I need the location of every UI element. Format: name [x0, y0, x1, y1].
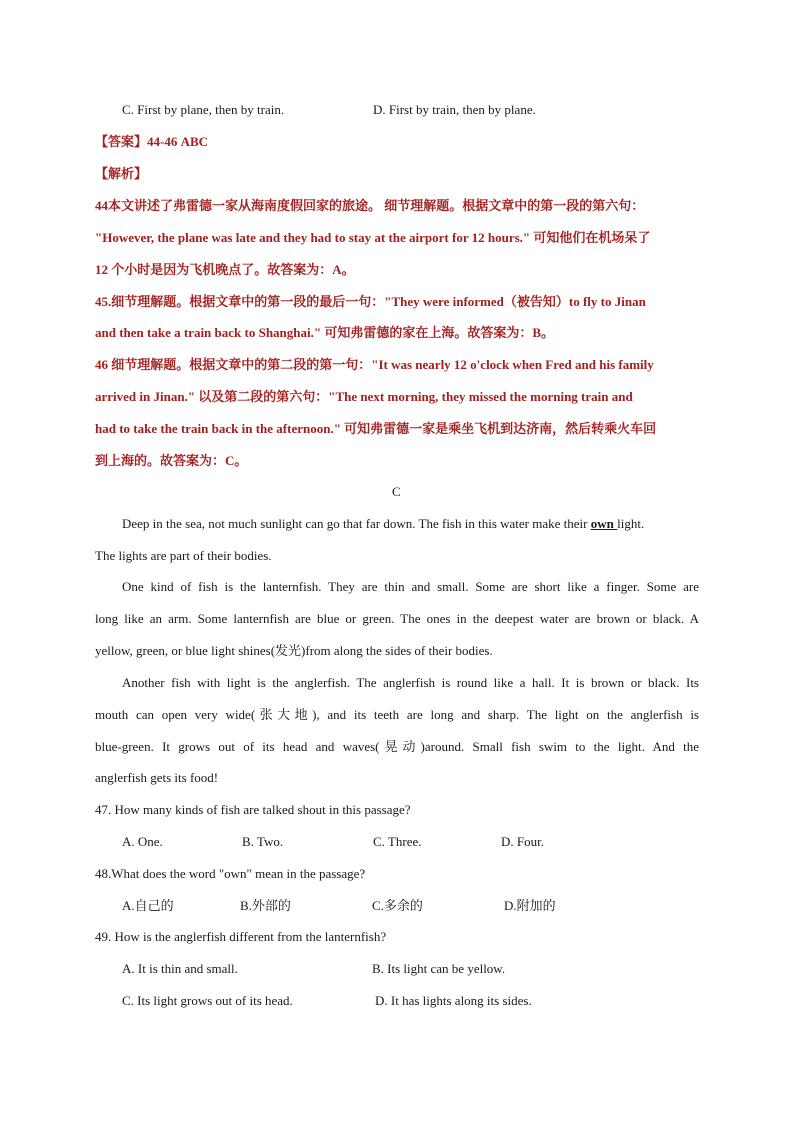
analysis-line: 46 细节理解题。根据文章中的第二段的第一句："It was nearly 12 o'clock when Fred and his family — [95, 357, 654, 372]
question-47-option-d: D. Four. — [501, 834, 544, 849]
passage-line: anglerfish gets its food! — [95, 770, 219, 785]
passage-line: One kind of fish is the lanternfish. They are thin and small. Some are short like a finger. Some are — [122, 579, 699, 594]
analysis-line: 44本文讲述了弗雷德一家从海南度假回家的旅途。 细节理解题。根据文章中的第一段的第六句： — [95, 198, 645, 213]
passage-text: Deep in the sea, not much sunlight can go that far down. The fish in this water make their — [122, 516, 591, 531]
analysis-line: arrived in Jinan." 以及第二段的第六句："The next morning, they missed the morning train and — [95, 389, 633, 404]
question-47-option-c: C. Three. — [373, 834, 422, 849]
question-48-option-a: A.自己的 — [122, 898, 174, 913]
analysis-line: and then take a train back to Shanghai." 可知弗雷德的家在上海。故答案为：B。 — [95, 325, 555, 340]
question-47-option-b: B. Two. — [242, 834, 284, 849]
question-49-option-b: B. Its light can be yellow. — [372, 961, 506, 976]
option-c-q46: C. First by plane, then by train. — [122, 102, 285, 117]
passage-line — [122, 514, 644, 534]
analysis-line: 到上海的。故答案为：C。 — [95, 453, 248, 468]
option-d-q46: D. First by train, then by plane. — [373, 102, 536, 117]
passage-line: mouth can open very wide(张大地), and its teeth are long and sharp. The light on the anglerfish is — [95, 707, 699, 722]
analysis-line: had to take the train back in the afternoon." 可知弗雷德一家是乘坐飞机到达济南，然后转乘火车回 — [95, 421, 657, 436]
question-47-stem: 47. How many kinds of fish are talked shout in this passage? — [95, 802, 411, 817]
question-48-option-c: C.多余的 — [372, 898, 423, 913]
analysis-title: 【解析】 — [95, 166, 148, 181]
analysis-line: "However, the plane was late and they had to stay at the airport for 12 hours." 可知他们在机场呆了 — [95, 230, 651, 245]
question-48-stem: 48.What does the word "own" mean in the passage? — [95, 866, 366, 881]
underlined-word-own: own — [590, 516, 618, 531]
passage-line: The lights are part of their bodies. — [95, 548, 272, 563]
answer-line: 【答案】44-46 ABC — [95, 134, 209, 149]
passage-text: light. — [617, 516, 645, 531]
question-49-option-a: A. It is thin and small. — [122, 961, 238, 976]
passage-line: yellow, green, or blue light shines(发光)from along the sides of their bodies. — [95, 643, 493, 658]
question-49-option-c: C. Its light grows out of its head. — [122, 993, 293, 1008]
passage-line: Another fish with light is the anglerfish. The anglerfish is round like a hall. It is brown or black. Its — [122, 675, 699, 690]
analysis-line: 12 个小时是因为飞机晚点了。故答案为：A。 — [95, 262, 355, 277]
question-49-option-d: D. It has lights along its sides. — [375, 993, 532, 1008]
passage-line: long like an arm. Some lanternfish are blue or green. The ones in the deepest water are brown or black. A — [95, 611, 699, 626]
question-48-option-d: D.附加的 — [504, 898, 556, 913]
analysis-line: 45.细节理解题。根据文章中的第一段的最后一句："They were informed（被告知）to fly to Jinan — [95, 294, 646, 309]
question-48-option-b: B.外部的 — [240, 898, 291, 913]
question-49-stem: 49. How is the anglerfish different from the lanternfish? — [95, 929, 387, 944]
question-47-option-a: A. One. — [122, 834, 163, 849]
section-letter: C — [392, 484, 401, 499]
passage-line: blue-green. It grows out of its head and waves(晃动)around. Small fish swim to the light. And the — [95, 739, 699, 754]
